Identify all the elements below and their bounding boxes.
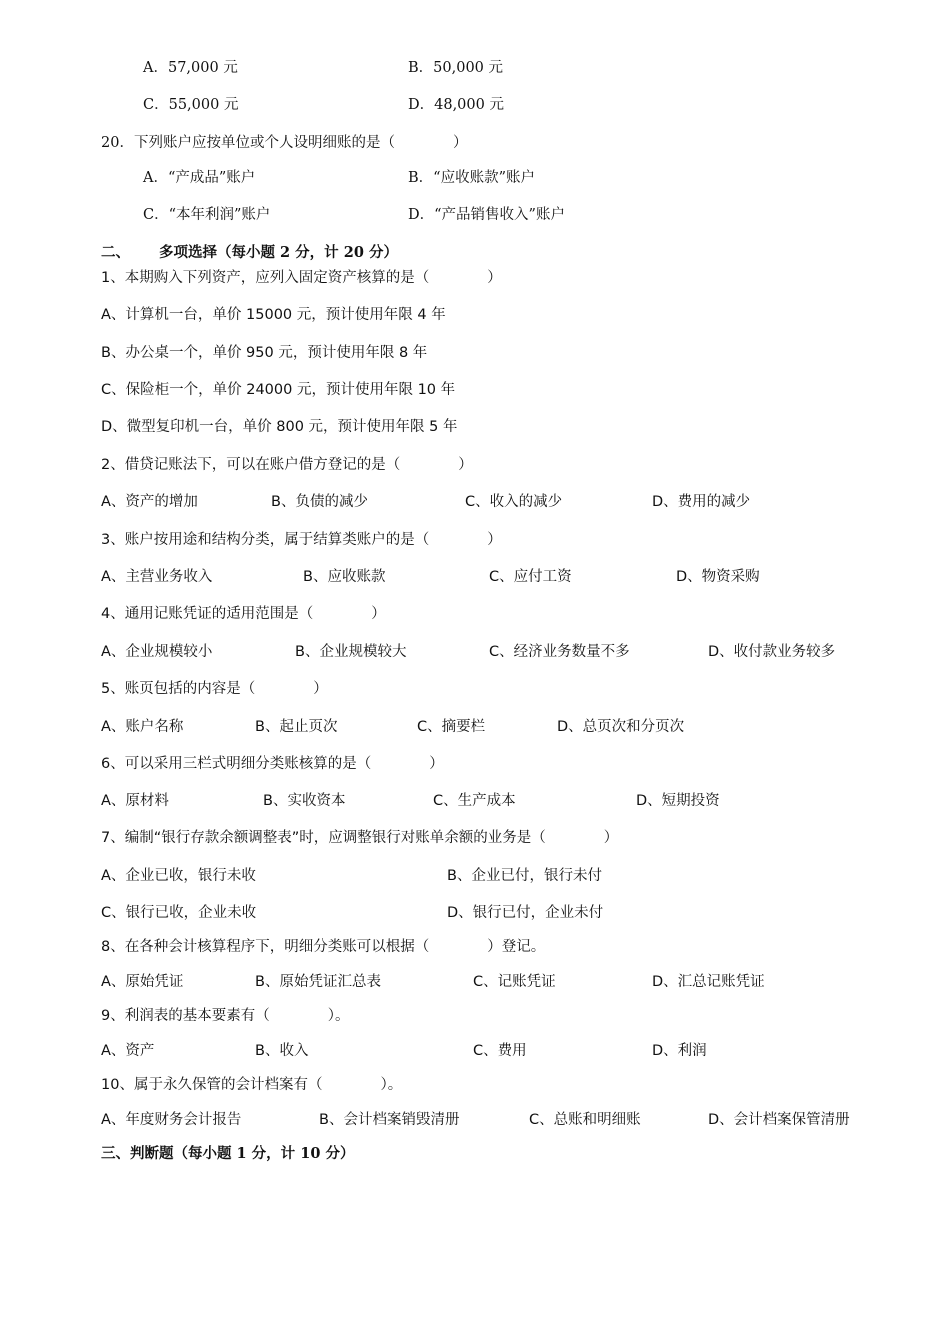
- q19-option-b: B．50,000 元: [408, 60, 504, 76]
- mc-q7-option-d: D、银行已付，企业未付: [447, 905, 604, 921]
- mc-q9-option-d: D、利润: [652, 1043, 707, 1059]
- mc-q9-option-c: C、费用: [473, 1043, 527, 1059]
- mc-q4-option-d: D、收付款业务较多: [708, 644, 836, 660]
- mc-q9-stem: 9、利润表的基本要素有（ ）。: [101, 1008, 350, 1024]
- mc-q4-option-a: A、企业规模较小: [101, 644, 213, 660]
- mc-q6-option-b: B、实收资本: [263, 793, 346, 809]
- mc-q4-stem: 4、通用记账凭证的适用范围是（ ）: [101, 606, 386, 622]
- mc-q5-stem: 5、账页包括的内容是（ ）: [101, 681, 328, 697]
- mc-q9-option-a: A、资产: [101, 1043, 155, 1059]
- mc-q5-option-a: A、账户名称: [101, 719, 184, 735]
- section2-title: 多项选择（每小题 2 分，计 20 分）: [159, 244, 398, 261]
- mc-q8-option-b: B、原始凭证汇总表: [255, 974, 381, 990]
- mc-q5-option-c: C、摘要栏: [417, 719, 486, 735]
- q20-option-c: C．“本年利润”账户: [143, 207, 271, 223]
- mc-q10-stem: 10、属于永久保管的会计档案有（ ）。: [101, 1077, 403, 1093]
- mc-q8-option-d: D、汇总记账凭证: [652, 974, 765, 990]
- mc-q1-option-d: D、微型复印机一台，单价 800 元，预计使用年限 5 年: [101, 419, 458, 435]
- mc-q7-option-c: C、银行已收，企业未收: [101, 905, 257, 921]
- mc-q10-option-c: C、总账和明细账: [529, 1112, 641, 1128]
- mc-q1-option-c: C、保险柜一个，单价 24000 元，预计使用年限 10 年: [101, 382, 456, 398]
- mc-q4-option-c: C、经济业务数量不多: [489, 644, 630, 660]
- mc-q4-option-b: B、企业规模较大: [295, 644, 407, 660]
- section3-title: 三、判断题（每小题 1 分，计 10 分）: [101, 1145, 355, 1162]
- section2-number: 二、: [101, 244, 130, 261]
- mc-q1-stem: 1、本期购入下列资产，应列入固定资产核算的是（ ）: [101, 270, 502, 286]
- q19-option-d: D．48,000 元: [408, 97, 504, 113]
- mc-q3-stem: 3、账户按用途和结构分类，属于结算类账户的是（ ）: [101, 532, 502, 548]
- q20-option-b: B．“应收账款”账户: [408, 170, 535, 186]
- mc-q6-stem: 6、可以采用三栏式明细分类账核算的是（ ）: [101, 756, 444, 772]
- mc-q8-stem: 8、在各种会计核算程序下，明细分类账可以根据（ ）登记。: [101, 939, 546, 955]
- mc-q9-option-b: B、收入: [255, 1043, 309, 1059]
- q20-stem: 20．下列账户应按单位或个人设明细账的是（ ）: [101, 135, 468, 151]
- mc-q1-option-a: A、计算机一台，单价 15000 元，预计使用年限 4 年: [101, 307, 446, 323]
- mc-q8-option-a: A、原始凭证: [101, 974, 184, 990]
- mc-q3-option-a: A、主营业务收入: [101, 569, 213, 585]
- q20-option-a: A．“产成品”账户: [143, 170, 256, 186]
- mc-q3-option-c: C、应付工资: [489, 569, 572, 585]
- mc-q6-option-d: D、短期投资: [636, 793, 720, 809]
- mc-q2-option-b: B、负债的减少: [271, 494, 368, 510]
- mc-q7-option-b: B、企业已付，银行未付: [447, 868, 602, 884]
- mc-q2-option-c: C、收入的减少: [465, 494, 563, 510]
- mc-q5-option-d: D、总页次和分页次: [557, 719, 685, 735]
- mc-q2-option-a: A、资产的增加: [101, 494, 198, 510]
- mc-q6-option-a: A、原材料: [101, 793, 169, 809]
- q19-option-a: A．57,000 元: [143, 60, 238, 76]
- mc-q7-stem: 7、编制“银行存款余额调整表”时，应调整银行对账单余额的业务是（ ）: [101, 830, 619, 846]
- q19-option-c: C．55,000 元: [143, 97, 239, 113]
- mc-q3-option-d: D、物资采购: [676, 569, 760, 585]
- mc-q5-option-b: B、起止页次: [255, 719, 338, 735]
- mc-q10-option-a: A、年度财务会计报告: [101, 1112, 242, 1128]
- mc-q10-option-d: D、会计档案保管清册: [708, 1112, 850, 1128]
- mc-q10-option-b: B、会计档案销毁清册: [319, 1112, 460, 1128]
- mc-q8-option-c: C、记账凭证: [473, 974, 556, 990]
- mc-q2-stem: 2、借贷记账法下，可以在账户借方登记的是（ ）: [101, 457, 473, 473]
- mc-q1-option-b: B、办公桌一个，单价 950 元，预计使用年限 8 年: [101, 345, 428, 361]
- mc-q3-option-b: B、应收账款: [303, 569, 386, 585]
- mc-q6-option-c: C、生产成本: [433, 793, 516, 809]
- mc-q7-option-a: A、企业已收，银行未收: [101, 868, 256, 884]
- mc-q2-option-d: D、费用的减少: [652, 494, 751, 510]
- q20-option-d: D．“产品销售收入”账户: [408, 207, 565, 223]
